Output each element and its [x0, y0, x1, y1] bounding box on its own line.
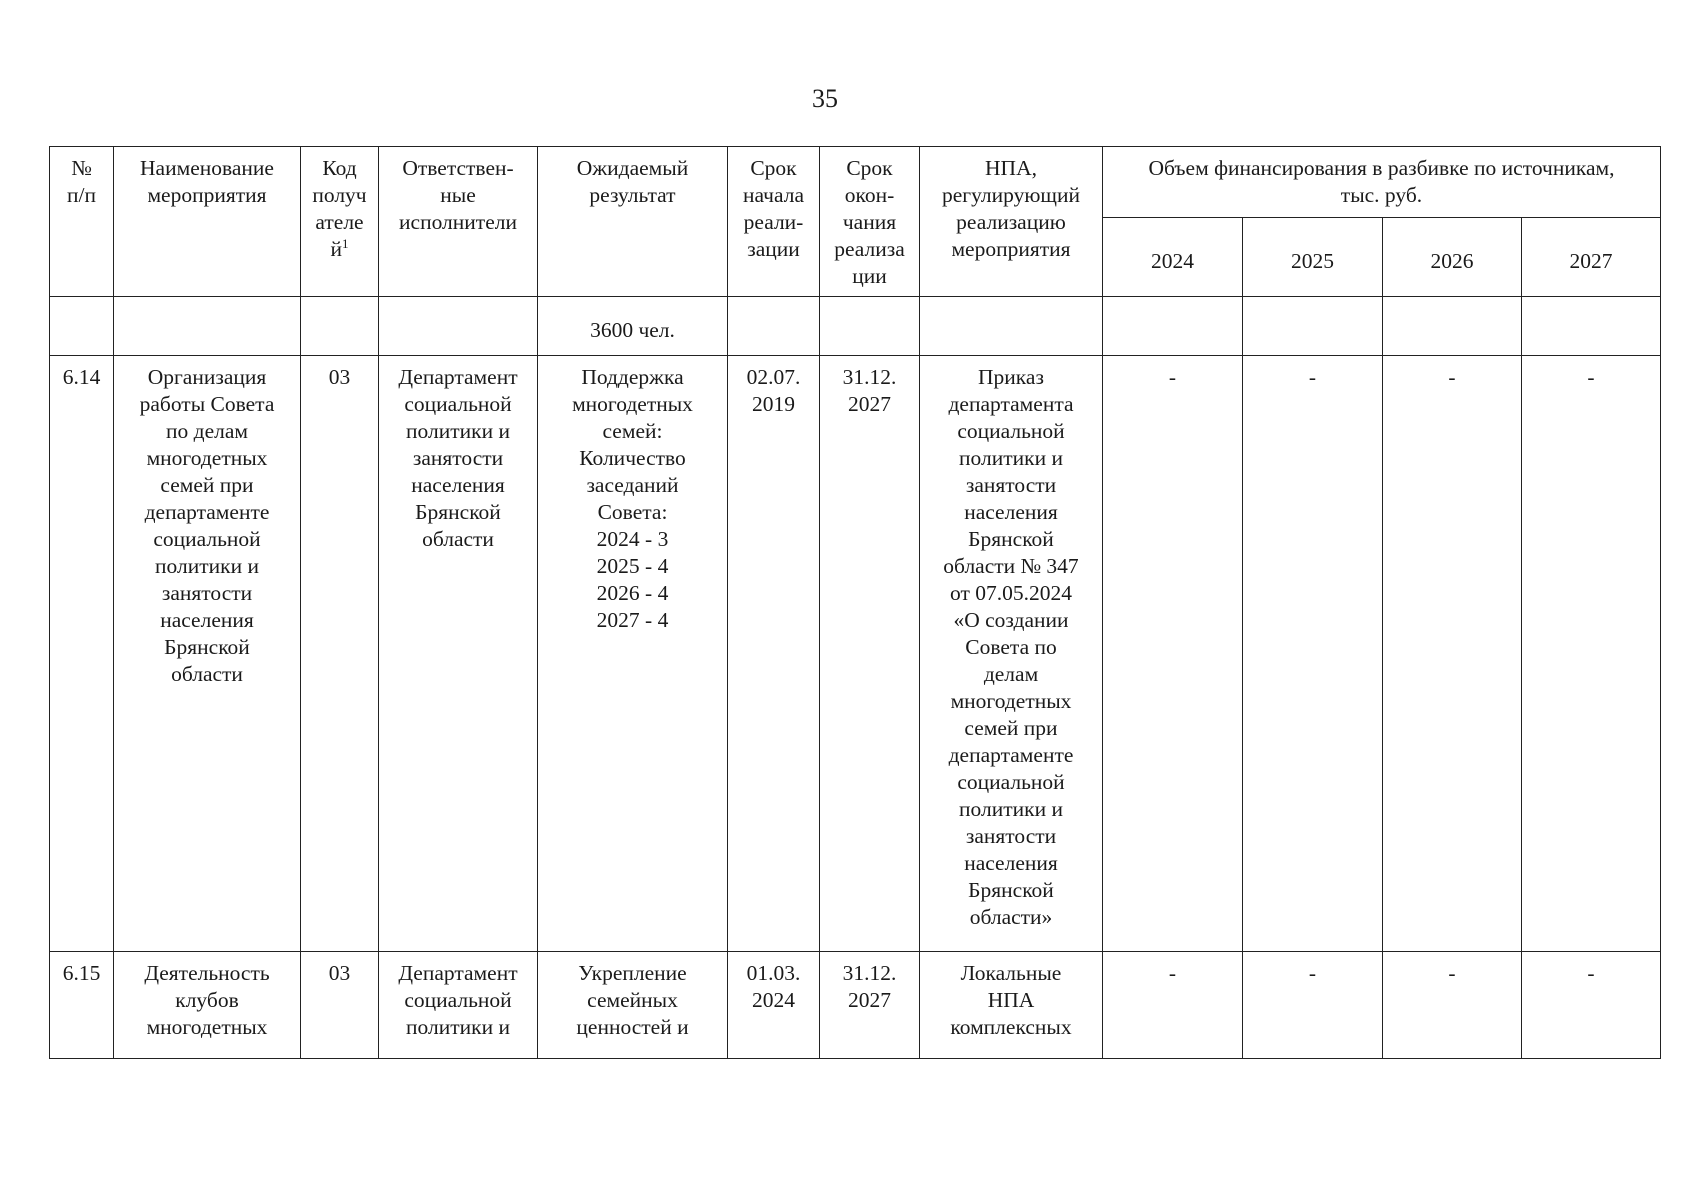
row-financing-2024: -: [1103, 952, 1243, 1059]
row-num: 6.14: [50, 356, 114, 952]
row-npa: Локальные НПА комплексных: [920, 952, 1103, 1059]
header-year-2027: 2027: [1522, 218, 1661, 297]
cell-empty: [920, 297, 1103, 356]
row-start: 02.07. 2019: [728, 356, 820, 952]
header-year-2024: 2024: [1103, 218, 1243, 297]
page-number: 35: [812, 84, 838, 113]
header-result: Ожидаемый результат: [538, 147, 728, 297]
table-row-6-15: [50, 952, 1661, 1059]
cell-empty: [820, 297, 920, 356]
row-financing-2027: -: [1522, 356, 1661, 952]
cell-empty: [728, 297, 820, 356]
row-financing-2024: -: [1103, 356, 1243, 952]
continuation-row: [50, 297, 1661, 356]
row-executors: Департамент социальной политики и занятости населения Брянской области: [379, 356, 538, 952]
header-num: № п/п: [50, 147, 114, 297]
row-name: Организация работы Совета по делам многодетных семей при департаменте социальной политики и занятости населения Брянской области: [114, 356, 301, 952]
row-code: 03: [301, 952, 379, 1059]
row-end: 31.12. 2027: [820, 952, 920, 1059]
header-executors: Ответствен- ные исполнители: [379, 147, 538, 297]
row-financing-2025: -: [1243, 356, 1383, 952]
header-name: Наименование мероприятия: [114, 147, 301, 297]
cell-empty: [114, 297, 301, 356]
header-code: [301, 147, 379, 297]
header-npa: НПА, регулирующий реализацию мероприятия: [920, 147, 1103, 297]
header-code-text: Код получ ателе й: [312, 156, 367, 261]
table-body: [50, 297, 1661, 1059]
table-header: [50, 147, 1661, 297]
cell-empty: [1243, 297, 1383, 356]
cell-empty: [379, 297, 538, 356]
table-row-6-14: [50, 356, 1661, 952]
cell-empty: [50, 297, 114, 356]
header-start: Срок начала реали- зации: [728, 147, 820, 297]
cell-empty: [1103, 297, 1243, 356]
row-code: 03: [301, 356, 379, 952]
cell-empty: [301, 297, 379, 356]
header-end: Срок окон- чания реализа ции: [820, 147, 920, 297]
row-financing-2026: -: [1383, 952, 1522, 1059]
row-name: Деятельность клубов многодетных: [114, 952, 301, 1059]
continuation-result: 3600 чел.: [538, 297, 728, 356]
row-end: 31.12. 2027: [820, 356, 920, 952]
header-year-2026: 2026: [1383, 218, 1522, 297]
row-financing-2027: -: [1522, 952, 1661, 1059]
row-financing-2026: -: [1383, 356, 1522, 952]
row-num: 6.15: [50, 952, 114, 1059]
program-table: [49, 146, 1661, 1059]
header-year-2025: 2025: [1243, 218, 1383, 297]
cell-empty: [1522, 297, 1661, 356]
row-executors: Департамент социальной политики и: [379, 952, 538, 1059]
row-npa: Приказ департамента социальной политики и занятости населения Брянской области № 347 от 07.05.2024 «О создании Совета по делам многодетных семей при департаменте социальной политики и занятости населения Брянской области»: [920, 356, 1103, 952]
row-financing-2025: -: [1243, 952, 1383, 1059]
header-financing: Объем финансирования в разбивке по источникам, тыс. руб.: [1103, 147, 1661, 218]
row-start: 01.03. 2024: [728, 952, 820, 1059]
row-result: Поддержка многодетных семей: Количество заседаний Совета: 2024 - 3 2025 - 4 2026 - 4 2027 - 4: [538, 356, 728, 952]
row-result: Укрепление семейных ценностей и: [538, 952, 728, 1059]
cell-empty: [1383, 297, 1522, 356]
header-code-footnote: 1: [342, 235, 349, 251]
